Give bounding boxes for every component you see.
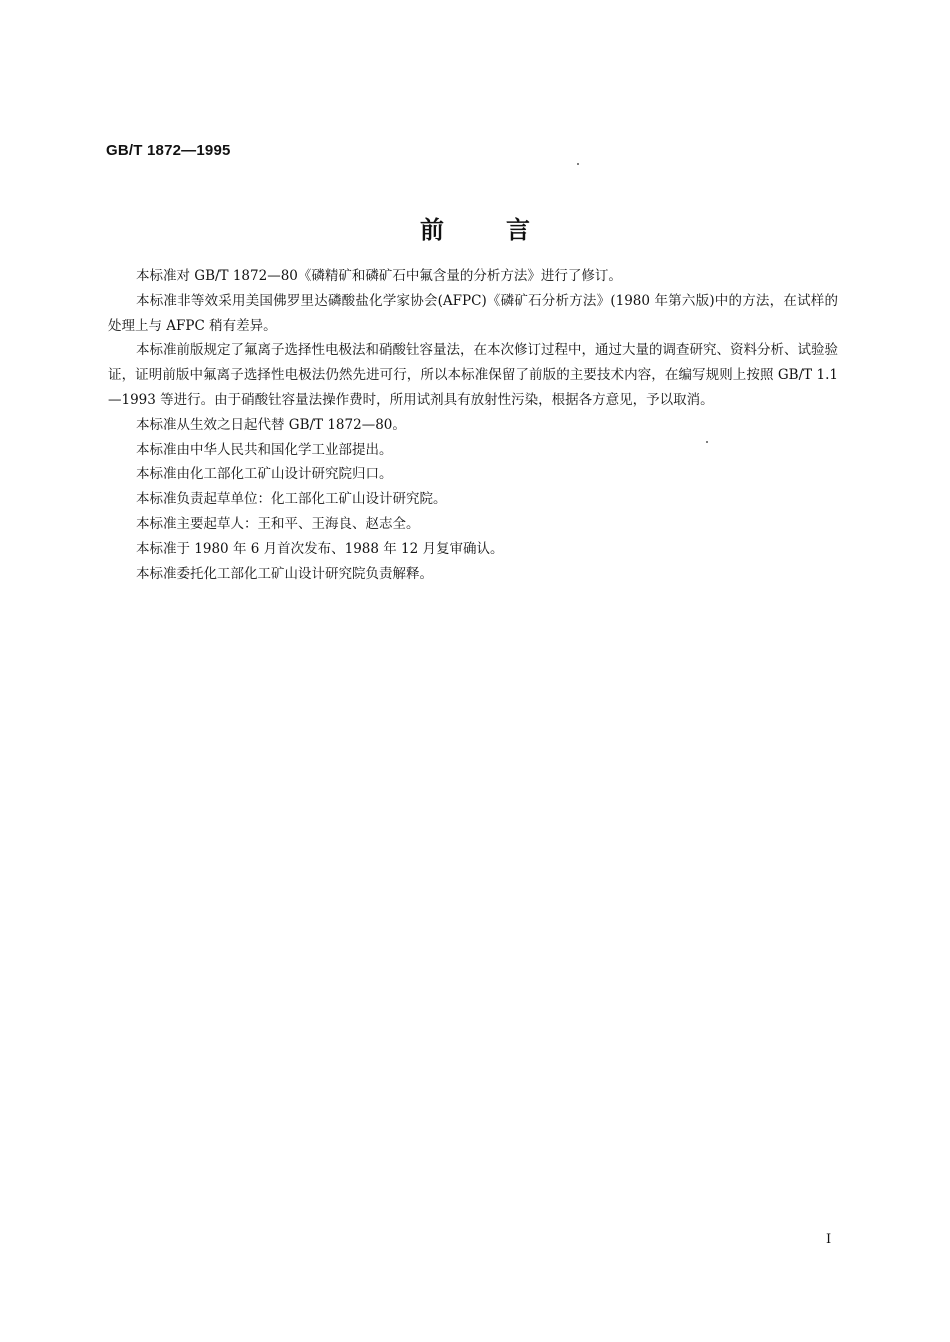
scan-speck — [706, 441, 708, 443]
page-number: I — [826, 1232, 832, 1247]
paragraph-interpretation: 本标准委托化工部化工矿山设计研究院负责解释。 — [136, 565, 433, 582]
standard-number: GB/T 1872—1995 — [106, 142, 231, 159]
preface-body — [108, 264, 838, 586]
paragraph-previous-edition: 本标准前版规定了氟离子选择性电极法和硝酸钍容量法，在本次修订过程中，通过大量的调查研究、资料分析、试验验证，证明前版中氟离子选择性电极法仍然先进可行，所以本标准保留了前版的主要技术内容，在编写规则上按照 GB/T 1.1—1993 等进行。由于硝酸钍容量法操作费时，所用试剂具有放射性污染，根据各方意见，予以取消。 — [108, 342, 838, 408]
paragraph-proposed-by: 本标准由中华人民共和国化学工业部提出。 — [136, 441, 393, 458]
scan-speck — [577, 163, 579, 165]
paragraph-adoption: 本标准非等效采用美国佛罗里达磷酸盐化学家协会(AFPC)《磷矿石分析方法》(1980 年第六版)中的方法，在试样的处理上与 AFPC 稍有差异。 — [108, 292, 838, 334]
paragraph-drafters: 本标准主要起草人：王和平、王海良、赵志全。 — [136, 515, 420, 532]
paragraph-publication-history: 本标准于 1980 年 6 月首次发布、1988 年 12 月复审确认。 — [136, 540, 504, 557]
page-title: 前言 — [420, 215, 592, 244]
paragraph-centralized-by: 本标准由化工部化工矿山设计研究院归口。 — [136, 466, 393, 483]
paragraph-revision: 本标准对 GB/T 1872—80《磷精矿和磷矿石中氟含量的分析方法》进行了修订。 — [136, 268, 622, 284]
paragraph-replaces: 本标准从生效之日起代替 GB/T 1872—80。 — [136, 416, 406, 433]
paragraph-drafting-unit: 本标准负责起草单位：化工部化工矿山设计研究院。 — [136, 491, 447, 508]
